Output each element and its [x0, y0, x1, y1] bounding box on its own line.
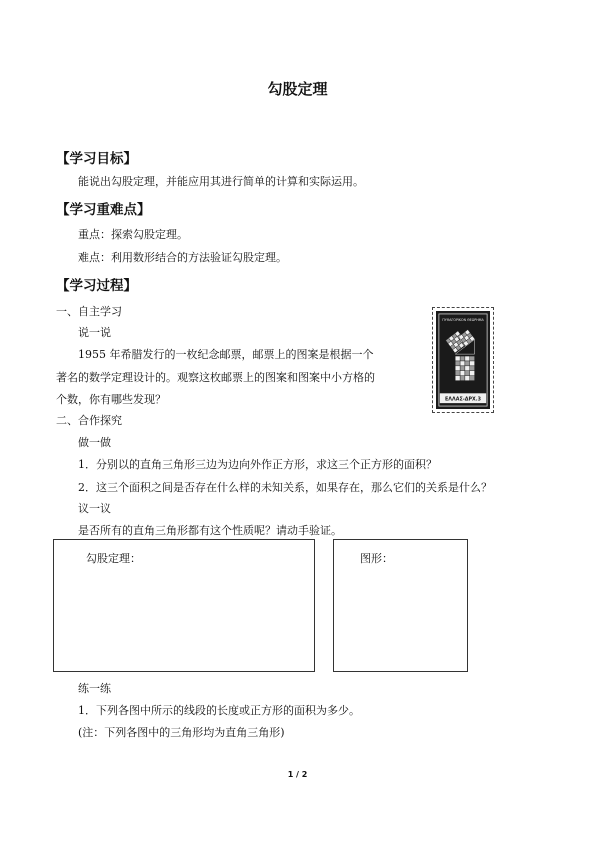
do-question-1: 1．分别以的直角三角形三边为边向外作正方形，求这三个正方形的面积？ — [78, 458, 437, 471]
part1-title: 一、自主学习 — [56, 305, 122, 318]
figure-answer-box — [333, 539, 468, 672]
goal-heading: 【学习目标】 — [56, 151, 137, 167]
key-point: 重点：探索勾股定理。 — [78, 228, 188, 241]
theorem-box-label: 勾股定理： — [86, 552, 141, 565]
discuss-text: 是否所有的直角三角形都有这个性质呢？请动手验证。 — [78, 524, 342, 537]
figure-box-label: 图形： — [360, 552, 393, 565]
discuss-title: 议一议 — [78, 502, 111, 515]
theorem-answer-box — [53, 539, 315, 672]
difficult-point: 难点：利用数形结合的方法验证勾股定理。 — [78, 251, 287, 264]
say-line3: 个数，你有哪些发现？ — [56, 393, 166, 406]
say-title: 说一说 — [78, 326, 111, 339]
practice-title: 练一练 — [78, 682, 111, 695]
process-heading: 【学习过程】 — [56, 278, 137, 294]
stamp-graphic — [436, 311, 490, 409]
practice-question-1: 1．下列各图中所示的线段的长度或正方形的面积为多少。 — [78, 704, 360, 717]
practice-note: (注：下列各图中的三角形均为直角三角形) — [78, 726, 285, 739]
page-title: 勾股定理 — [267, 80, 328, 98]
say-line2: 著名的数学定理设计的。观察这枚邮票上的图案和图案中小方格的 — [56, 371, 375, 384]
do-title: 做一做 — [78, 436, 111, 449]
key-heading: 【学习重难点】 — [56, 202, 151, 218]
stamp-bottom-text: ΕΛΛΑΣ-ΔΡΧ.3 — [445, 396, 481, 403]
do-question-2: 2．这三个面积之间是否存在什么样的未知关系，如果存在，那么它们的关系是什么？ — [78, 481, 492, 494]
greek-stamp-image — [432, 307, 494, 413]
stamp-top-text: ΠΥΘΑΓΟΡΙΚΟΝ ΘΕΩΡΗΜΑ — [442, 317, 484, 322]
goal-text: 能说出勾股定理，并能应用其进行简单的计算和实际运用。 — [78, 175, 364, 188]
say-line1: 1955 年希腊发行的一枚纪念邮票，邮票上的图案是根据一个 — [78, 348, 374, 361]
page-number: 1 / 2 — [287, 770, 308, 779]
part2-title: 二、合作探究 — [56, 414, 122, 427]
